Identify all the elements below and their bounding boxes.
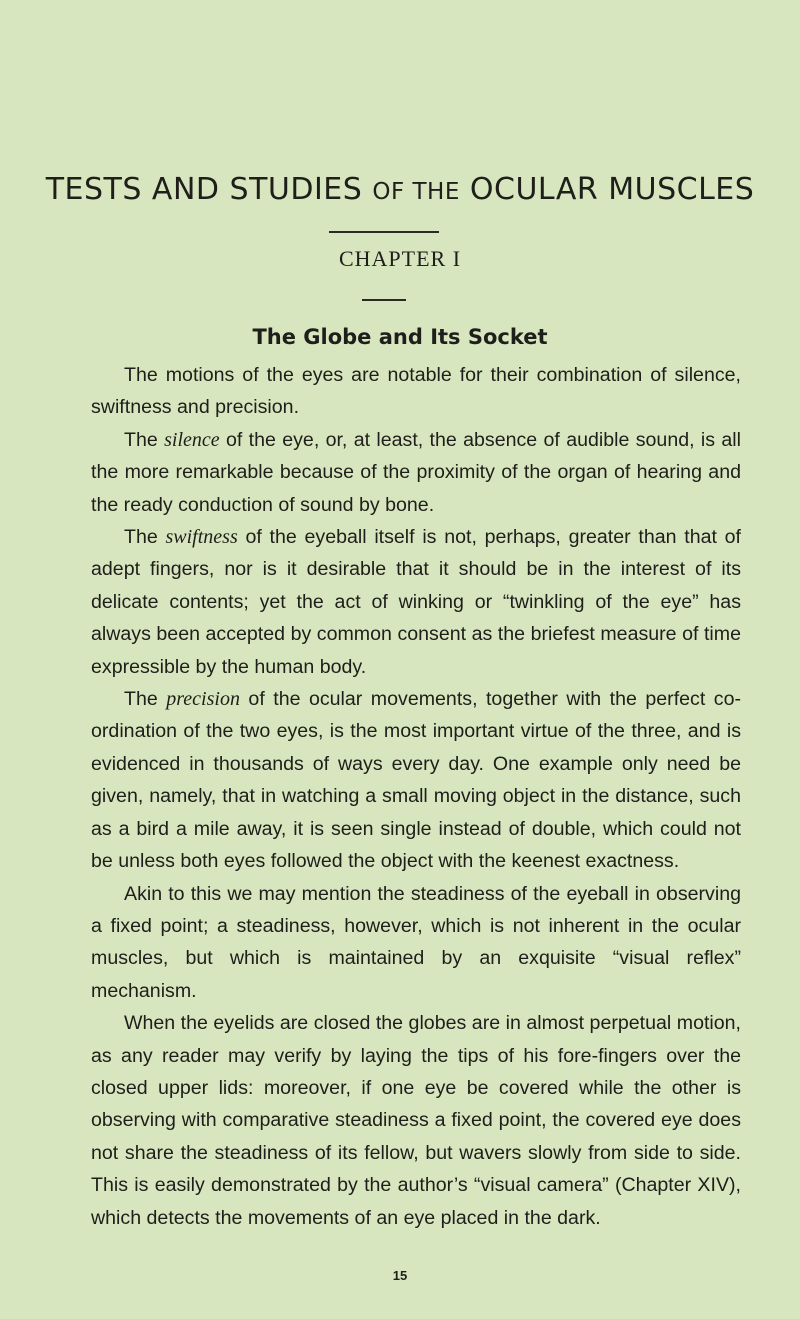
- paragraph-text: of the eye, or, at least, the absence of audible sound, is all the more remarkable because of the proximity of the organ of hearing and the ready conduction of sound by bone.: [91, 428, 741, 516]
- page-number: 15: [392, 1268, 408, 1283]
- paragraph-text: Akin to this we may mention the steadiness of the eyeball in observing a fixed point; a steadiness, however, which is not inherent in the ocular muscles, but which is maintained by an exquisite “visual reflex” mechanism.: [91, 882, 741, 1002]
- emphasis-word: precision: [166, 688, 240, 711]
- emphasis-word: swiftness: [165, 526, 238, 549]
- paragraph-1: [91, 359, 741, 424]
- paragraph-4: [91, 683, 741, 877]
- chapter-divider: [362, 299, 406, 301]
- paragraph-3: [91, 521, 741, 683]
- title-part-1: TESTS AND STUDIES: [45, 172, 373, 207]
- paragraph-text: The: [124, 526, 166, 549]
- book-title: [0, 172, 800, 207]
- paragraph-text: When the eyelids are closed the globes are in almost perpetual motion, as any reader may verify by laying the tips of his fore-fingers over the closed upper lids: moreover, if one eye be covered while the other is observing with comparative steadiness a fixed point, the covered eye does not share the steadiness of its fellow, but wavers slowly from side to side. This is easily demonstrated by the author’s “visual camera” (Chapter XIV), which detects the movements of an eye placed in the dark.: [91, 1012, 741, 1229]
- paragraph-text: The motions of the eyes are notable for their combination of silence, swiftness and precision.: [91, 364, 741, 419]
- emphasis-word: silence: [164, 428, 220, 451]
- paragraph-text: of the eyeball itself is not, perhaps, greater than that of adept fingers, nor is it desirable that it should be in the interest of its delicate contents; yet the act of winking or “twinkling of the eye” has always been accepted by common consent as the briefest measure of time expressible by the human body.: [91, 526, 741, 678]
- paragraph-2: [91, 424, 741, 521]
- paragraph-text: The: [124, 428, 165, 451]
- title-divider: [329, 231, 439, 233]
- title-part-2: OF THE: [372, 179, 460, 205]
- section-title: The Globe and Its Socket: [252, 325, 548, 349]
- chapter-heading: CHAPTER I: [338, 246, 462, 271]
- paragraph-6: [91, 1007, 741, 1234]
- paragraph-text: The: [124, 688, 167, 711]
- title-part-3: OCULAR MUSCLES: [459, 172, 755, 207]
- paragraph-text: of the ocular movements, together with the perfect co-ordination of the two eyes, is the most important virtue of the three, and is evidenced in thousands of ways every day. One example only need be given, namely, that in watching a small moving object in the distance, such as a bird a mile away, it is seen single instead of double, which could not be unless both eyes followed the object with the keenest exactness.: [91, 688, 741, 873]
- paragraph-5: [91, 878, 741, 1008]
- body-text: [91, 359, 741, 1234]
